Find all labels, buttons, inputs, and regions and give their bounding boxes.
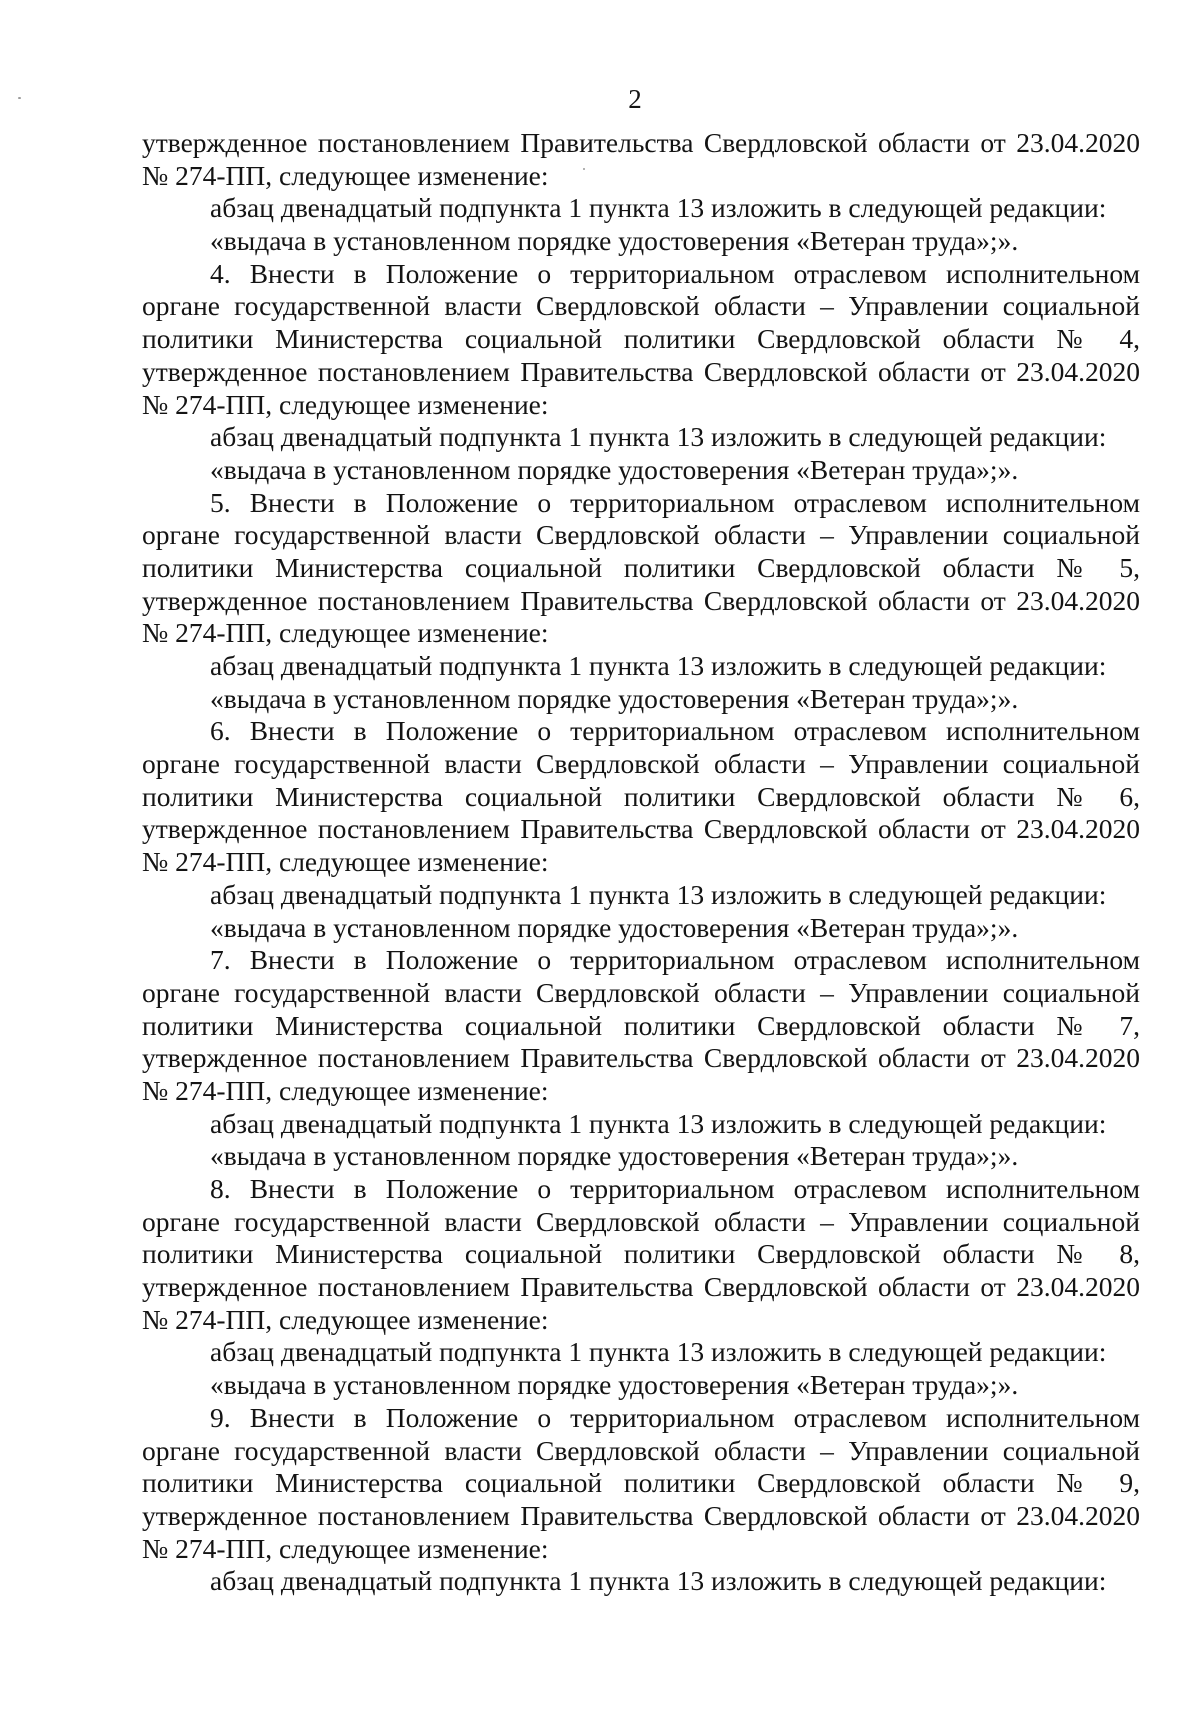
text-line: утвержденное постановлением Правительства Свердловской области от 23.04.2020 xyxy=(142,1042,1140,1074)
text-line: «выдача в установленном порядке удостоверения «Ветеран труда»;». xyxy=(210,225,1019,257)
text-line: № 274-ПП, следующее изменение: xyxy=(142,846,549,878)
text-line: органе государственной власти Свердловской области – Управлении социальной xyxy=(142,290,1140,322)
text-line: 7. Внести в Положение о территориальном отраслевом исполнительном xyxy=(210,944,1140,976)
text-line: политики Министерства социальной политики Свердловской области № 5, xyxy=(142,551,1140,583)
text-line: 9. Внести в Положение о территориальном отраслевом исполнительном xyxy=(210,1401,1140,1433)
text-line: 8. Внести в Положение о территориальном отраслевом исполнительном xyxy=(210,1173,1140,1204)
text-line: 6. Внести в Положение о территориальном отраслевом исполнительном xyxy=(210,715,1140,747)
text-line: политики Министерства социальной политики Свердловской области № 9, xyxy=(142,1467,1140,1499)
text-line: утвержденное постановлением Правительства Свердловской области от 23.04.2020 xyxy=(142,813,1140,845)
text-line: 5. Внести в Положение о территориальном отраслевом исполнительном xyxy=(210,486,1140,518)
text-line: «выдача в установленном порядке удостоверения «Ветеран труда»;». xyxy=(210,1369,1019,1401)
text-line: абзац двенадцатый подпункта 1 пункта 13 изложить в следующей редакции: xyxy=(210,1336,1107,1368)
text-line: абзац двенадцатый подпункта 1 пункта 13 изложить в следующей редакции: xyxy=(210,1565,1107,1597)
text-line: № 274-ПП, следующее изменение: xyxy=(142,1303,549,1335)
text-line: органе государственной власти Свердловской области – Управлении социальной xyxy=(142,748,1140,780)
scan-speck xyxy=(583,168,585,170)
text-line: абзац двенадцатый подпункта 1 пункта 13 изложить в следующей редакции: xyxy=(210,421,1107,453)
text-line: абзац двенадцатый подпункта 1 пункта 13 изложить в следующей редакции: xyxy=(210,192,1107,224)
text-line: абзац двенадцатый подпункта 1 пункта 13 изложить в следующей редакции: xyxy=(210,650,1107,681)
text-line: политики Министерства социальной политики Свердловской области № 8, xyxy=(142,1238,1140,1270)
scan-speck xyxy=(18,97,21,99)
text-line: № 274-ПП, следующее изменение: xyxy=(142,388,549,420)
text-line: органе государственной власти Свердловской области – Управлении социальной xyxy=(142,519,1140,551)
document-body xyxy=(142,127,1140,1598)
text-line: органе государственной власти Свердловской области – Управлении социальной xyxy=(142,1205,1140,1237)
text-line: № 274-ПП, следующее изменение: xyxy=(142,1074,549,1106)
text-line: № 274-ПП, следующее изменение: xyxy=(142,1532,549,1564)
text-line: органе государственной власти Свердловской области – Управлении социальной xyxy=(142,976,1140,1008)
text-line: «выдача в установленном порядке удостоверения «Ветеран труда»;». xyxy=(210,1140,1019,1172)
text-line: органе государственной власти Свердловской области – Управлении социальной xyxy=(142,1434,1140,1466)
text-line: «выдача в установленном порядке удостоверения «Ветеран труда»;». xyxy=(210,911,1019,943)
text-line: 4. Внести в Положение о территориальном отраслевом исполнительном xyxy=(210,257,1140,289)
text-line: политики Министерства социальной политики Свердловской области № 7, xyxy=(142,1009,1140,1041)
text-line: утвержденное постановлением Правительства Свердловской области от 23.04.2020 xyxy=(142,584,1140,616)
text-line: абзац двенадцатый подпункта 1 пункта 13 изложить в следующей редакции: xyxy=(210,878,1107,910)
text-line: «выдача в установленном порядке удостоверения «Ветеран труда»;». xyxy=(210,682,1019,714)
text-line: политики Министерства социальной политики Свердловской области № 6, xyxy=(142,780,1140,812)
text-line: абзац двенадцатый подпункта 1 пункта 13 изложить в следующей редакции: xyxy=(210,1107,1107,1139)
text-line: № 274-ПП, следующее изменение: xyxy=(142,159,549,191)
text-line: «выдача в установленном порядке удостоверения «Ветеран труда»;». xyxy=(210,453,1019,485)
page-number: 2 xyxy=(628,84,642,114)
text-line: утвержденное постановлением Правительства Свердловской области от 23.04.2020 xyxy=(142,127,1140,158)
text-line: № 274-ПП, следующее изменение: xyxy=(142,617,549,649)
text-line: утвержденное постановлением Правительства Свердловской области от 23.04.2020 xyxy=(142,1499,1140,1531)
text-line: утвержденное постановлением Правительства Свердловской области от 23.04.2020 xyxy=(142,355,1140,387)
text-line: политики Министерства социальной политики Свердловской области № 4, xyxy=(142,323,1140,355)
text-line: утвержденное постановлением Правительства Свердловской области от 23.04.2020 xyxy=(142,1271,1140,1303)
